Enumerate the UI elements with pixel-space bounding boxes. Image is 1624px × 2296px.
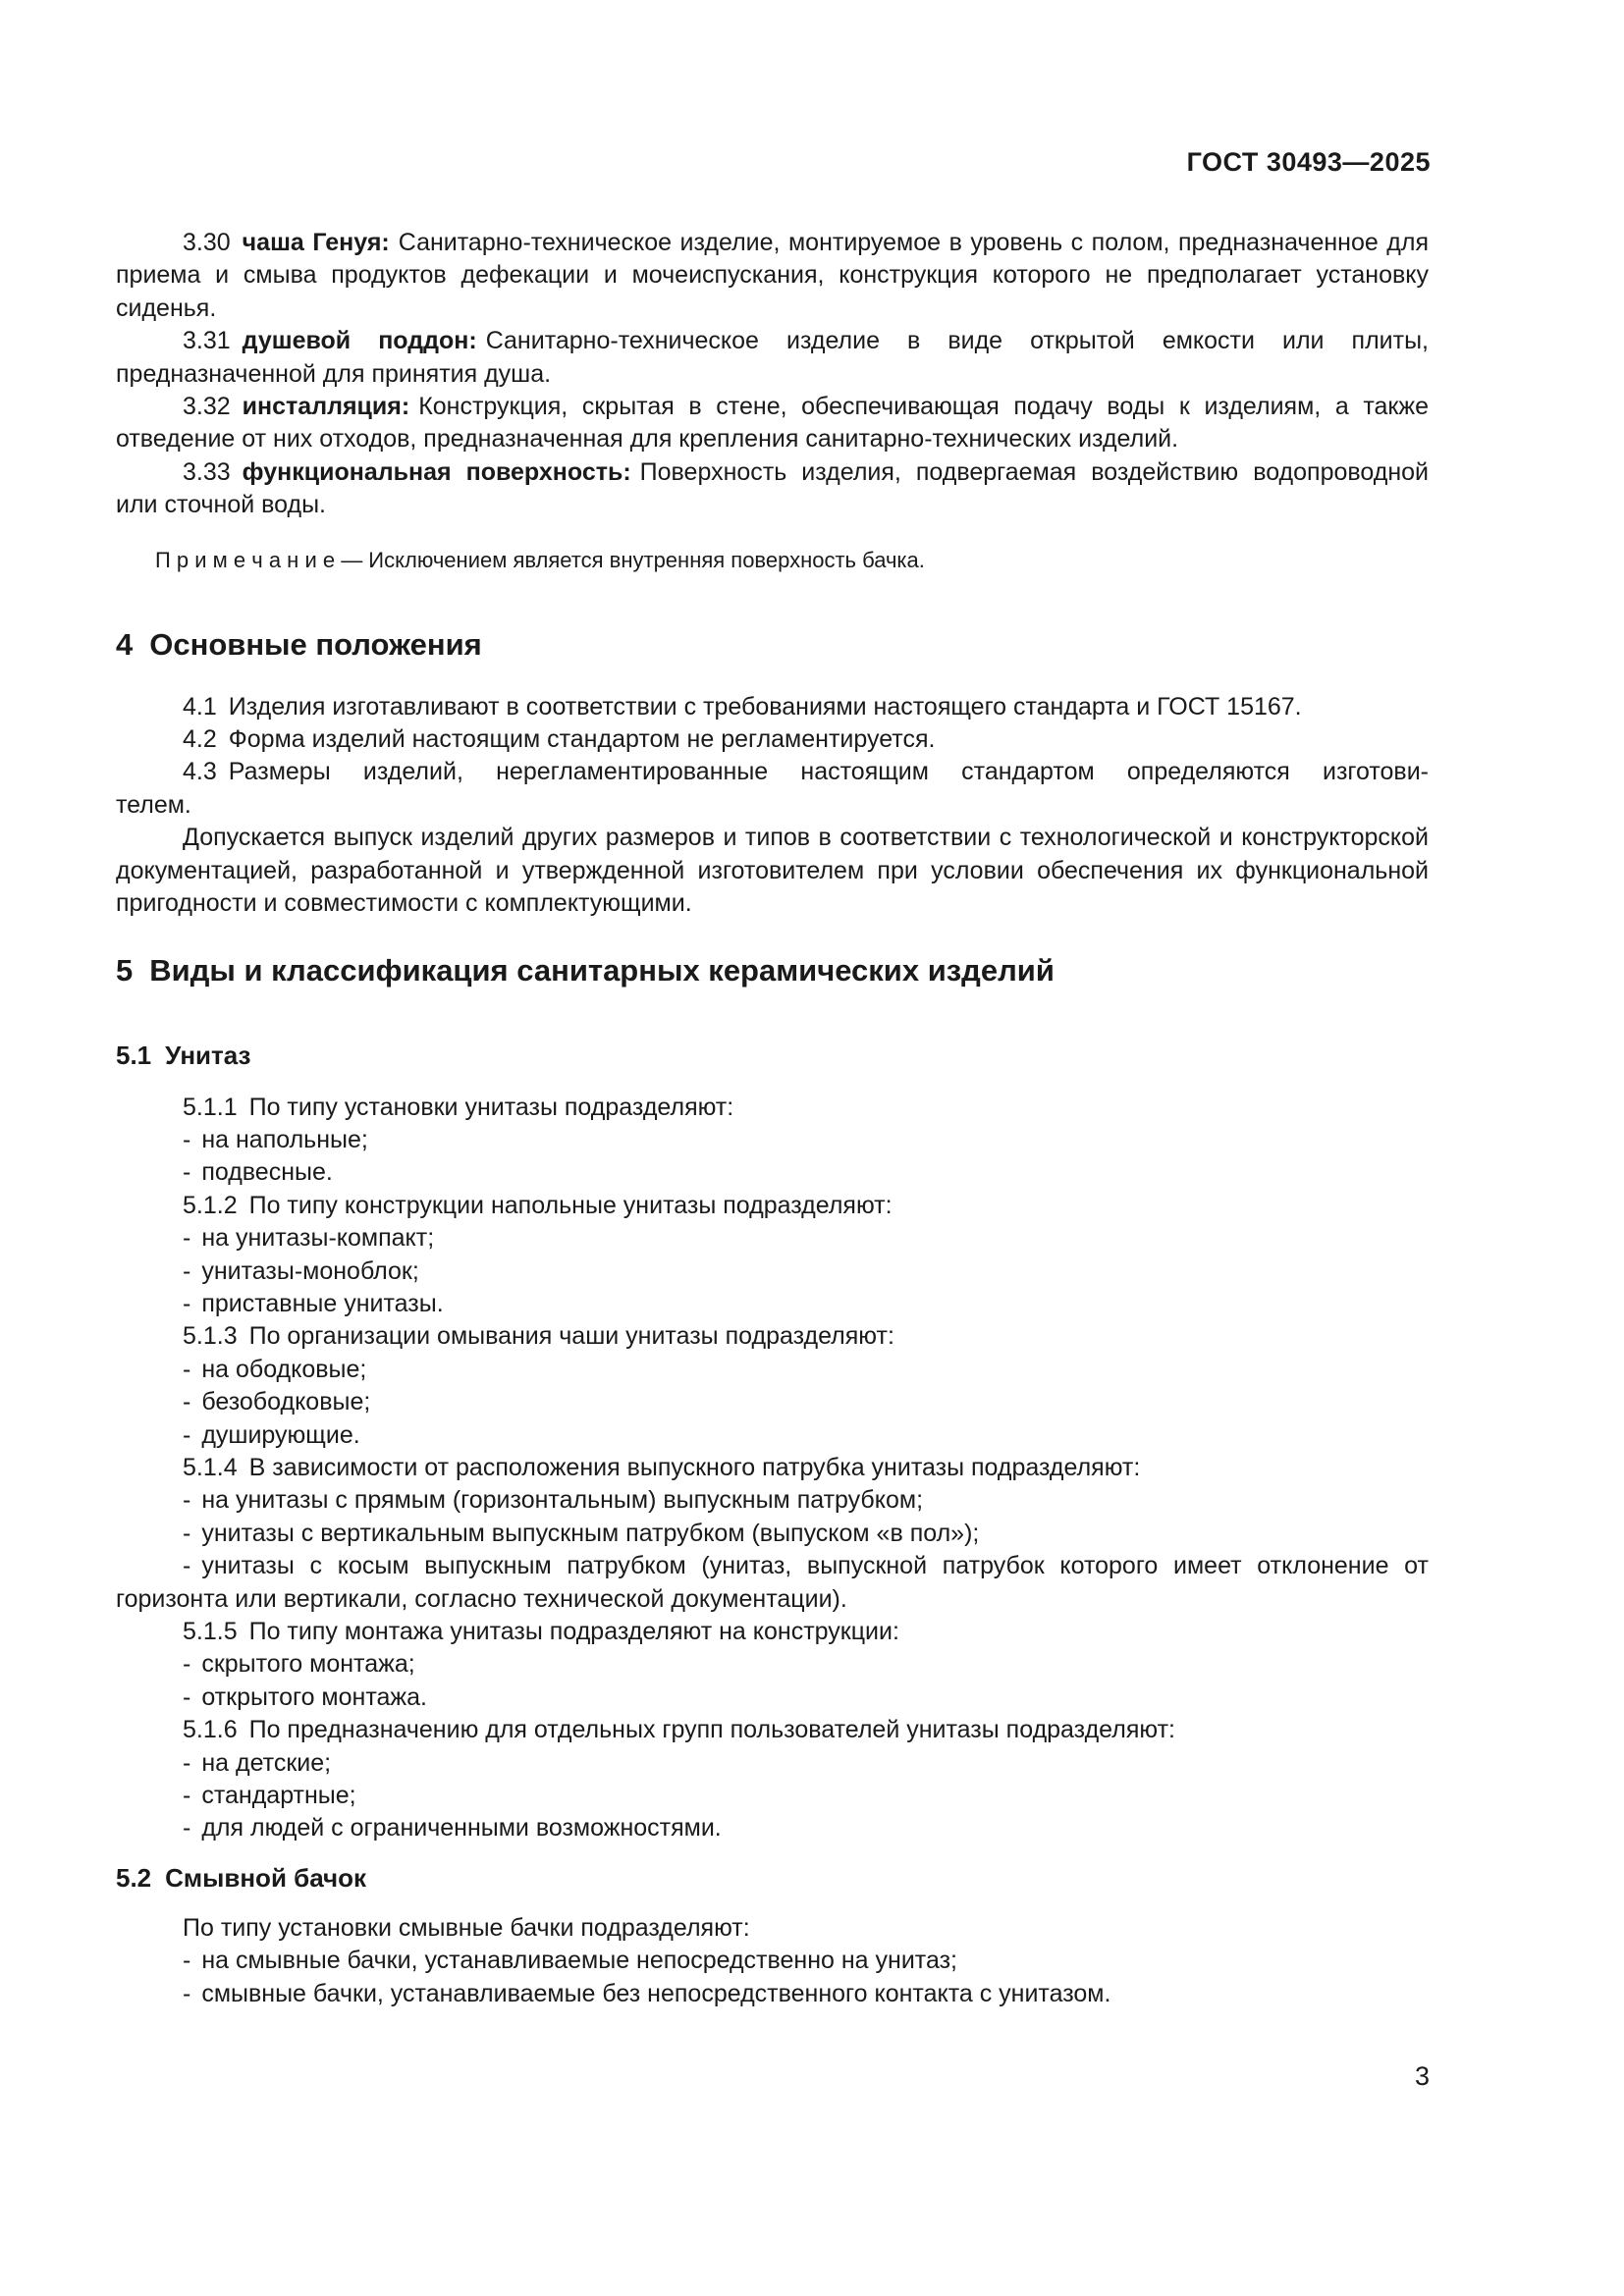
bullet-item: [116, 1124, 1429, 1156]
bullet-text: унитазы с вертикальным выпускным патрубком (выпуском «в пол»);: [201, 1519, 980, 1547]
section-title: Виды и классификация санитарных керамических изделий: [149, 952, 1055, 988]
bullet-dash: -: [183, 1420, 191, 1449]
bullet-text: унитазы-моноблок;: [201, 1256, 419, 1285]
clause-number: 5.1.5: [183, 1618, 238, 1645]
bullet-dash: -: [183, 1782, 191, 1810]
bullet-dash: -: [183, 1158, 191, 1187]
bullet-text: скрытого монтажа;: [201, 1650, 415, 1679]
term-name: инсталляция:: [242, 393, 410, 421]
subsection-heading: [116, 1039, 1429, 1072]
note-text: П р и м е ч а н и е — Исключением является внутренняя поверхность бачка.: [155, 547, 925, 572]
clause-paragraph: [116, 1190, 1429, 1222]
bullet-dash: -: [183, 1256, 191, 1285]
bullet-dash: -: [183, 1947, 191, 1975]
term-name: чаша Генуя:: [242, 229, 390, 256]
subsection-number: 5.2: [116, 1862, 152, 1893]
body-paragraph: Допускается выпуск изделий других размеров и типов в соответствии с технологической и конструкторской документацией, разработанной и утвержденной изготовителем при условии обеспечения их функциональной пригодности и совместимости с комплектующими.: [116, 824, 1429, 918]
clause-text: По предназначению для отдельных групп пользователей унитазы подразделяют:: [248, 1716, 1175, 1744]
bullet-dash: -: [183, 1552, 191, 1580]
bullet-dash: -: [183, 1682, 191, 1711]
term-definition: Поверхность изделия, подвергаемая воздействию водопроводной или сточной воды.: [116, 457, 1430, 519]
bullet-item: [116, 1386, 1429, 1418]
clause-text: Размеры изделий, нерегламентированные настоящим стандартом определяются изготови-: [228, 758, 1429, 786]
subsection-heading: [116, 1861, 1429, 1895]
term-paragraph: [116, 391, 1429, 456]
bullet-text: подвесные.: [201, 1158, 333, 1187]
clause-continuation: телем.: [116, 790, 191, 819]
term-number: 3.32: [183, 393, 231, 421]
clause-number: 5.1.6: [183, 1716, 238, 1744]
term-definition: Конструкция, скрытая в стене, обеспечивающая подачу воды к изделиям, а также отведение от них отходов, предназначенная для крепления санитарно-технических изделий.: [116, 393, 1429, 454]
bullet-dash: -: [183, 1519, 191, 1547]
document-content: [116, 227, 1429, 2010]
bullet-item: [116, 1222, 1429, 1255]
bullet-text: открытого монтажа.: [201, 1682, 427, 1711]
bullet-item: [116, 1780, 1429, 1812]
term-paragraph: [116, 325, 1429, 391]
bullet-text: на унитазы с прямым (горизонтальным) выпускным патрубком;: [201, 1486, 924, 1515]
bullet-item: [116, 1255, 1429, 1288]
clause-number: 5.1.4: [183, 1453, 238, 1481]
bullet-text: приставные унитазы.: [201, 1289, 444, 1317]
page-header: ГОСТ 30493—2025: [1186, 147, 1431, 177]
term-definition: Санитарно-техническое изделие, монтируемое в уровень с полом, предназначенное для приема и смыва продуктов дефекации и мочеиспускания, конструкция которого не предполагает установку сиденья.: [116, 229, 1430, 322]
clause-paragraph: [116, 723, 1429, 756]
section-number: 5: [116, 952, 134, 988]
clause-text: По организации омывания чаши унитазы подразделяют:: [248, 1322, 894, 1351]
clause-text: Форма изделий настоящим стандартом не регламентируется.: [228, 725, 936, 754]
term-definition: Санитарно-техническое изделие в виде открытой емкости или плиты, предназначенной для принятия душа.: [116, 327, 1429, 388]
bullet-item: [116, 1978, 1429, 2010]
subsection-title: Унитаз: [165, 1040, 251, 1070]
bullet-item: [116, 1518, 1429, 1550]
clause-paragraph: [116, 1714, 1429, 1746]
term-number: 3.30: [183, 229, 231, 256]
bullet-item: [116, 1484, 1429, 1517]
section-number: 4: [116, 626, 134, 662]
bullet-text: безободковые;: [201, 1388, 371, 1416]
bullet-item: [116, 1156, 1429, 1189]
page-number: 3: [1414, 2061, 1430, 2091]
clause-text: В зависимости от расположения выпускного патрубка унитазы подразделяют:: [248, 1453, 1141, 1481]
bullet-dash: -: [183, 1814, 191, 1842]
bullet-dash: -: [183, 1486, 191, 1515]
bullet-dash: -: [183, 1748, 191, 1777]
clause-text: Изделия изготавливают в соответствии с требованиями настоящего стандарта и ГОСТ 15167.: [228, 692, 1302, 721]
bullet-text: для людей с ограниченными возможностями.: [201, 1814, 722, 1842]
term-number: 3.33: [183, 457, 231, 486]
subsection-number: 5.1: [116, 1040, 152, 1070]
bullet-dash: -: [183, 1289, 191, 1317]
term-number: 3.31: [183, 327, 231, 355]
clause-number: 4.3: [183, 758, 217, 786]
clause-number: 4.2: [183, 725, 217, 754]
section-heading: [116, 950, 1429, 991]
clause-number: 4.1: [183, 692, 217, 721]
term-name: функциональная поверхность:: [242, 457, 631, 486]
section-heading: [116, 624, 1429, 666]
bullet-item: [116, 1945, 1429, 1977]
clause-text: По типу монтажа унитазы подразделяют на конструкции:: [248, 1618, 899, 1645]
bullet-dash: -: [183, 1979, 191, 2007]
bullet-text: смывные бачки, устанавливаемые без непосредственного контакта с унитазом.: [201, 1979, 1111, 2007]
clause-paragraph: [116, 1616, 1429, 1648]
clause-paragraph: [116, 1092, 1429, 1124]
bullet-dash: -: [183, 1355, 191, 1383]
clause-number: 5.1.1: [183, 1093, 238, 1121]
bullet-dash: -: [183, 1650, 191, 1679]
bullet-text: унитазы с косым выпускным патрубком (унитаз, выпускной патрубок которого имеет отклонение от горизонта или вертикали, согласно технической документации).: [116, 1552, 1429, 1613]
term-paragraph: [116, 227, 1429, 325]
bullet-dash: -: [183, 1388, 191, 1416]
subsection-title: Смывной бачок: [165, 1862, 367, 1893]
bullet-text: на ободковые;: [201, 1355, 367, 1383]
clause-paragraph: [116, 1320, 1429, 1353]
clause-number: 5.1.2: [183, 1191, 238, 1219]
bullet-text: душирующие.: [201, 1420, 360, 1449]
bullet-dash: -: [183, 1224, 191, 1253]
clause-paragraph: [116, 691, 1429, 723]
bullet-text: на смывные бачки, устанавливаемые непосредственно на унитаз;: [201, 1947, 957, 1975]
bullet-dash: -: [183, 1125, 191, 1153]
bullet-text: стандартные;: [201, 1782, 356, 1810]
clause-paragraph: [116, 1452, 1429, 1484]
bullet-item: [116, 1648, 1429, 1681]
clause-paragraph: [116, 756, 1429, 788]
bullet-item: [116, 1550, 1429, 1616]
bullet-text: на напольные;: [201, 1125, 368, 1153]
clause-text: По типу установки унитазы подразделяют:: [248, 1093, 734, 1121]
bullet-item: [116, 1419, 1429, 1452]
clause-number: 5.1.3: [183, 1322, 238, 1351]
bullet-item: [116, 1747, 1429, 1780]
term-name: душевой поддон:: [242, 327, 477, 355]
bullet-text: на детские;: [201, 1748, 332, 1777]
section-title: Основные положения: [149, 626, 482, 662]
bullet-item: [116, 1682, 1429, 1714]
bullet-item: [116, 1354, 1429, 1386]
bullet-item: [116, 1288, 1429, 1320]
bullet-text: на унитазы-компакт;: [201, 1224, 435, 1253]
term-paragraph: [116, 456, 1429, 522]
clause-text: По типу конструкции напольные унитазы подразделяют:: [248, 1191, 893, 1219]
intro-paragraph: По типу установки смывные бачки подразделяют:: [183, 1913, 750, 1942]
bullet-item: [116, 1812, 1429, 1844]
